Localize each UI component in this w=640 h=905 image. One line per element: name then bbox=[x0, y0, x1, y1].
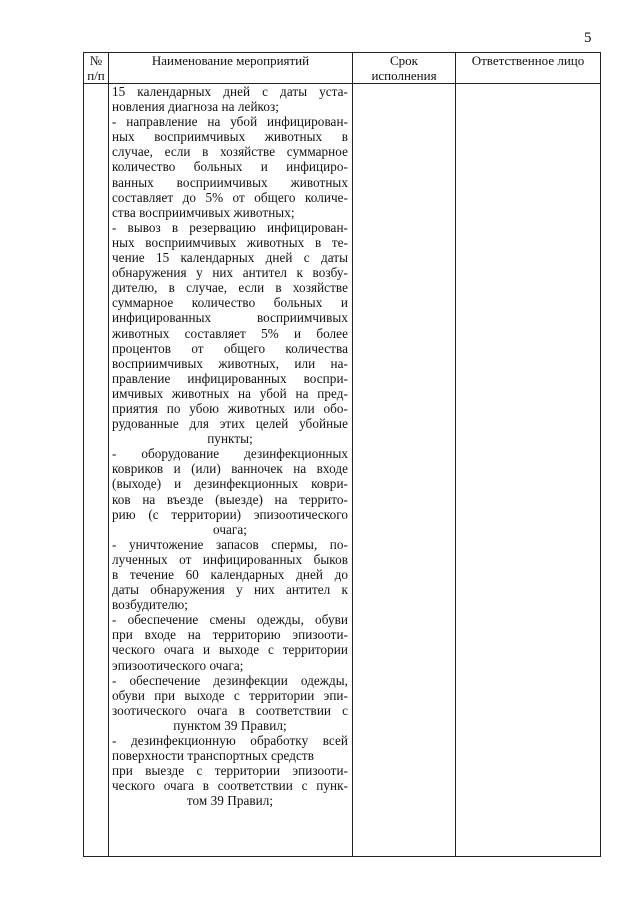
measures-text-line: ванных восприимчивых животных bbox=[112, 174, 348, 190]
table-header-row bbox=[84, 53, 601, 84]
measures-text-line: случае, если в хозяйстве суммарное bbox=[112, 144, 348, 160]
header-deadline-line2: исполнения bbox=[371, 68, 437, 83]
measures-text-line: - оборудование дезинфекционных bbox=[112, 446, 348, 462]
header-number-abbr: п/п bbox=[87, 68, 105, 83]
measures-text-line: при входе на территорию эпизооти- bbox=[112, 627, 348, 643]
measures-text-line: - уничтожение запасов спермы, по- bbox=[112, 536, 348, 552]
header-number-symbol: № bbox=[89, 53, 103, 68]
measures-text-line: суммарное количество больных и bbox=[112, 295, 348, 311]
table-row bbox=[84, 84, 601, 857]
header-measures bbox=[109, 53, 353, 84]
measures-text-line: том 39 Правил; bbox=[186, 793, 274, 809]
measures-text-line: ных восприимчивых животных в bbox=[112, 129, 348, 145]
measures-text-line: даты обнаружения у них антител к bbox=[112, 582, 348, 598]
measures-text-line: возбудителю; bbox=[112, 597, 188, 613]
measures-text-line: восприимчивых животных, или на- bbox=[112, 355, 348, 371]
measures-text-line: очага; bbox=[213, 521, 247, 537]
measures-text-line: 15 календарных дней с даты уста- bbox=[112, 84, 348, 99]
measures-text-line: - дезинфекционную обработку всей bbox=[112, 733, 348, 749]
measures-text-line: правление инфицированных воспри- bbox=[112, 370, 348, 386]
measures-text-line: - обеспечение дезинфекции одежды, bbox=[112, 672, 348, 688]
header-measures-label: Наименование мероприятий bbox=[151, 53, 310, 68]
measures-text-line: пунктом 39 Правил; bbox=[173, 717, 287, 733]
measures-text-line: (выходе) и дезинфекционных коври- bbox=[112, 476, 348, 492]
measures-text-line: эпизоотического очага; bbox=[112, 657, 244, 673]
measures-text-line: ческого очага в соответствии с пунк- bbox=[112, 778, 348, 794]
measures-text-line: поверхности транспортных средств bbox=[112, 748, 314, 764]
header-deadline-line1: Срок bbox=[390, 53, 418, 68]
measures-text-line: при выезде с территории эпизооти- bbox=[112, 763, 348, 779]
measures-text-line: дителю, в случае, если в хозяйстве bbox=[112, 280, 348, 296]
measures-table bbox=[83, 52, 601, 857]
measures-text-line: ков на въезде (выезде) на террито- bbox=[112, 491, 348, 507]
measures-text-line: ковриков и (или) ванночек на входе bbox=[112, 461, 348, 477]
measures-text bbox=[109, 84, 352, 809]
measures-text-line: животных составляет 5% и более bbox=[112, 325, 348, 341]
measures-text-line: пункты; bbox=[207, 431, 253, 447]
measures-text-line: - направление на убой инфицирован- bbox=[112, 114, 348, 130]
measures-text-line: приятия по убою животных или обо- bbox=[112, 400, 348, 416]
cell-responsible bbox=[456, 84, 601, 857]
measures-text-line: - обеспечение смены одежды, обуви bbox=[112, 612, 348, 628]
measures-text-line: зоотического очага в соответствии с bbox=[112, 702, 348, 718]
measures-text-line: чение 15 календарных дней с даты bbox=[112, 250, 348, 266]
page-number: 5 bbox=[584, 30, 592, 46]
measures-text-line: обнаружения у них антител к возбу- bbox=[112, 265, 348, 281]
measures-text-line: в течение 60 календарных дней до bbox=[112, 567, 348, 582]
measures-text-line: инфицированных восприимчивых bbox=[112, 310, 348, 326]
measures-text-line: ных восприимчивых животных в те- bbox=[112, 234, 348, 250]
measures-text-line: - вывоз в резервацию инфицирован- bbox=[112, 219, 348, 235]
header-deadline bbox=[353, 53, 456, 84]
header-responsible bbox=[456, 53, 601, 84]
measures-text-line: процентов от общего количества bbox=[112, 340, 348, 356]
cell-deadline bbox=[353, 84, 456, 857]
measures-text-line: обуви при выходе с территории эпи- bbox=[112, 687, 348, 703]
measures-text-line: количество больных и инфициро- bbox=[112, 159, 348, 175]
measures-text-line: имчивых животных на убой на пред- bbox=[112, 385, 348, 401]
measures-text-line: ства восприимчивых животных; bbox=[112, 204, 295, 220]
measures-text-line: лученных от инфицированных быков bbox=[112, 551, 348, 567]
measures-text-line: рию (с территории) эпизоотического bbox=[112, 506, 348, 522]
cell-number bbox=[84, 84, 109, 857]
header-number bbox=[84, 53, 109, 84]
measures-text-line: составляет до 5% от общего количе- bbox=[112, 189, 348, 205]
measures-text-line: ческого очага и выходе с территории bbox=[112, 642, 348, 658]
cell-measures bbox=[109, 84, 353, 857]
measures-text-line: новления диагноза на лейкоз; bbox=[112, 99, 279, 115]
measures-text-line: рудованные для этих целей убойные bbox=[112, 416, 348, 432]
header-responsible-label: Ответственное лицо bbox=[471, 53, 585, 68]
